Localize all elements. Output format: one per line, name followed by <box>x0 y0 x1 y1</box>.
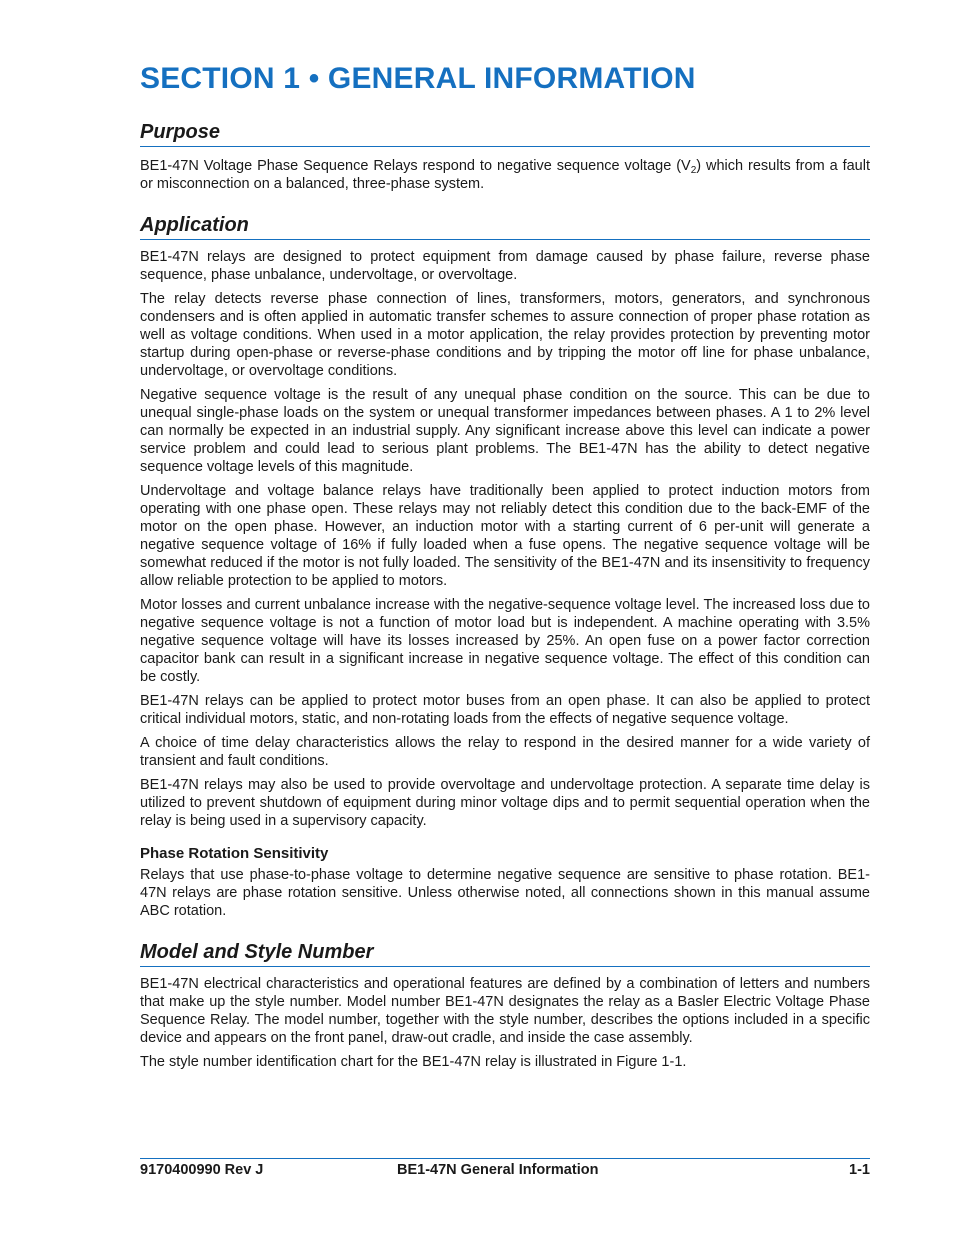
purpose-subscript: 2 <box>690 165 697 176</box>
footer-page-number: 1-1 <box>849 1162 870 1178</box>
footer-title: BE1-47N General Information <box>397 1162 599 1178</box>
heading-model-style: Model and Style Number <box>140 940 870 967</box>
application-paragraph-4: Undervoltage and voltage balance relays have traditionally been applied to protect induction motors from operating with one phase open. These relays may not reliably detect this condition due to the back-EMF of the motor on the open phase. However, an induction motor with a starting current of 6 per-unit will generate a negative sequence voltage of 16% if fully loaded when a fuse opens. The negative sequence voltage will be somewhat reduced if the motor is not fully loaded. The sensitivity of the BE1-47N and its insensitivity to frequency allow reliable protection to be applied to motors. <box>140 483 870 589</box>
purpose-paragraph <box>140 157 870 193</box>
application-paragraph-2: The relay detects reverse phase connection of lines, transformers, motors, generators, and synchronous condensers and is often applied in automatic transfer schemes to assure connection of proper phase rotation as well as voltage conditions. When used in a motor application, the relay provides protection by preventing motor startup during open-phase or reverse-phase conditions and by tripping the motor off line for phase unbalance, undervoltage, or overvoltage conditions. <box>140 291 870 379</box>
application-paragraph-3: Negative sequence voltage is the result of any unequal phase condition on the source. This can be due to unequal single-phase loads on the system or unequal transformer impedances between phases. A 1 to 2% level can normally be expected in an industrial supply. Any significant increase above this level can indicate a power service problem and could lead to serious plant problems. The BE1-47N has the ability to detect negative sequence voltage levels of this magnitude. <box>140 387 870 475</box>
heading-purpose: Purpose <box>140 120 870 147</box>
model-paragraph-1: BE1-47N electrical characteristics and operational features are defined by a combination of letters and numbers that make up the style number. Model number BE1-47N designates the relay as a Basler Electric Voltage Phase Sequence Relay. The model number, together with the style number, describes the options included in a specific device and appears on the front panel, draw-out cradle, and inside the case assembly. <box>140 976 870 1046</box>
heading-application: Application <box>140 213 870 240</box>
application-paragraph-7: A choice of time delay characteristics allows the relay to respond in the desired manner for a wide variety of transient and fault conditions. <box>140 735 870 769</box>
page-footer <box>140 1158 870 1178</box>
footer-document-number: 9170400990 Rev J <box>140 1162 264 1178</box>
application-paragraph-1: BE1-47N relays are designed to protect equipment from damage caused by phase failure, reverse phase sequence, phase unbalance, undervoltage, or overvoltage. <box>140 249 870 283</box>
model-paragraph-2: The style number identification chart for the BE1-47N relay is illustrated in Figure 1-1. <box>140 1054 687 1070</box>
subheading-phase-rotation: Phase Rotation Sensitivity <box>140 845 329 862</box>
page-content <box>140 56 870 1071</box>
application-paragraph-5: Motor losses and current unbalance increase with the negative-sequence voltage level. The increased loss due to negative sequence voltage is not a function of motor load but is independent. A machine operating with 3.5% negative sequence voltage will have its losses increased by 25%. An open fuse on a power factor correction capacitor bank can result in a significant increase in negative sequence voltage. The effect of this condition can be costly. <box>140 597 870 685</box>
application-paragraph-6: BE1-47N relays can be applied to protect motor buses from an open phase. It can also be applied to protect critical individual motors, static, and non-rotating loads from the effects of negative sequence voltage. <box>140 693 870 727</box>
application-paragraph-8: BE1-47N relays may also be used to provide overvoltage and undervoltage protection. A separate time delay is utilized to prevent shutdown of equipment during minor voltage dips and to permit sequential operation when the relay is being used in a supervisory capacity. <box>140 777 870 829</box>
phase-rotation-paragraph: Relays that use phase-to-phase voltage to determine negative sequence are sensitive to phase rotation. BE1-47N relays are phase rotation sensitive. Unless otherwise noted, all connections shown in this manual assume ABC rotation. <box>140 867 870 919</box>
purpose-text-pre: BE1-47N Voltage Phase Sequence Relays respond to negative sequence voltage (V <box>140 158 691 174</box>
section-title: SECTION 1 • GENERAL INFORMATION <box>140 62 696 95</box>
purpose-text-post: ) which results from a fault or misconnection on a balanced, three-phase system. <box>140 158 870 192</box>
